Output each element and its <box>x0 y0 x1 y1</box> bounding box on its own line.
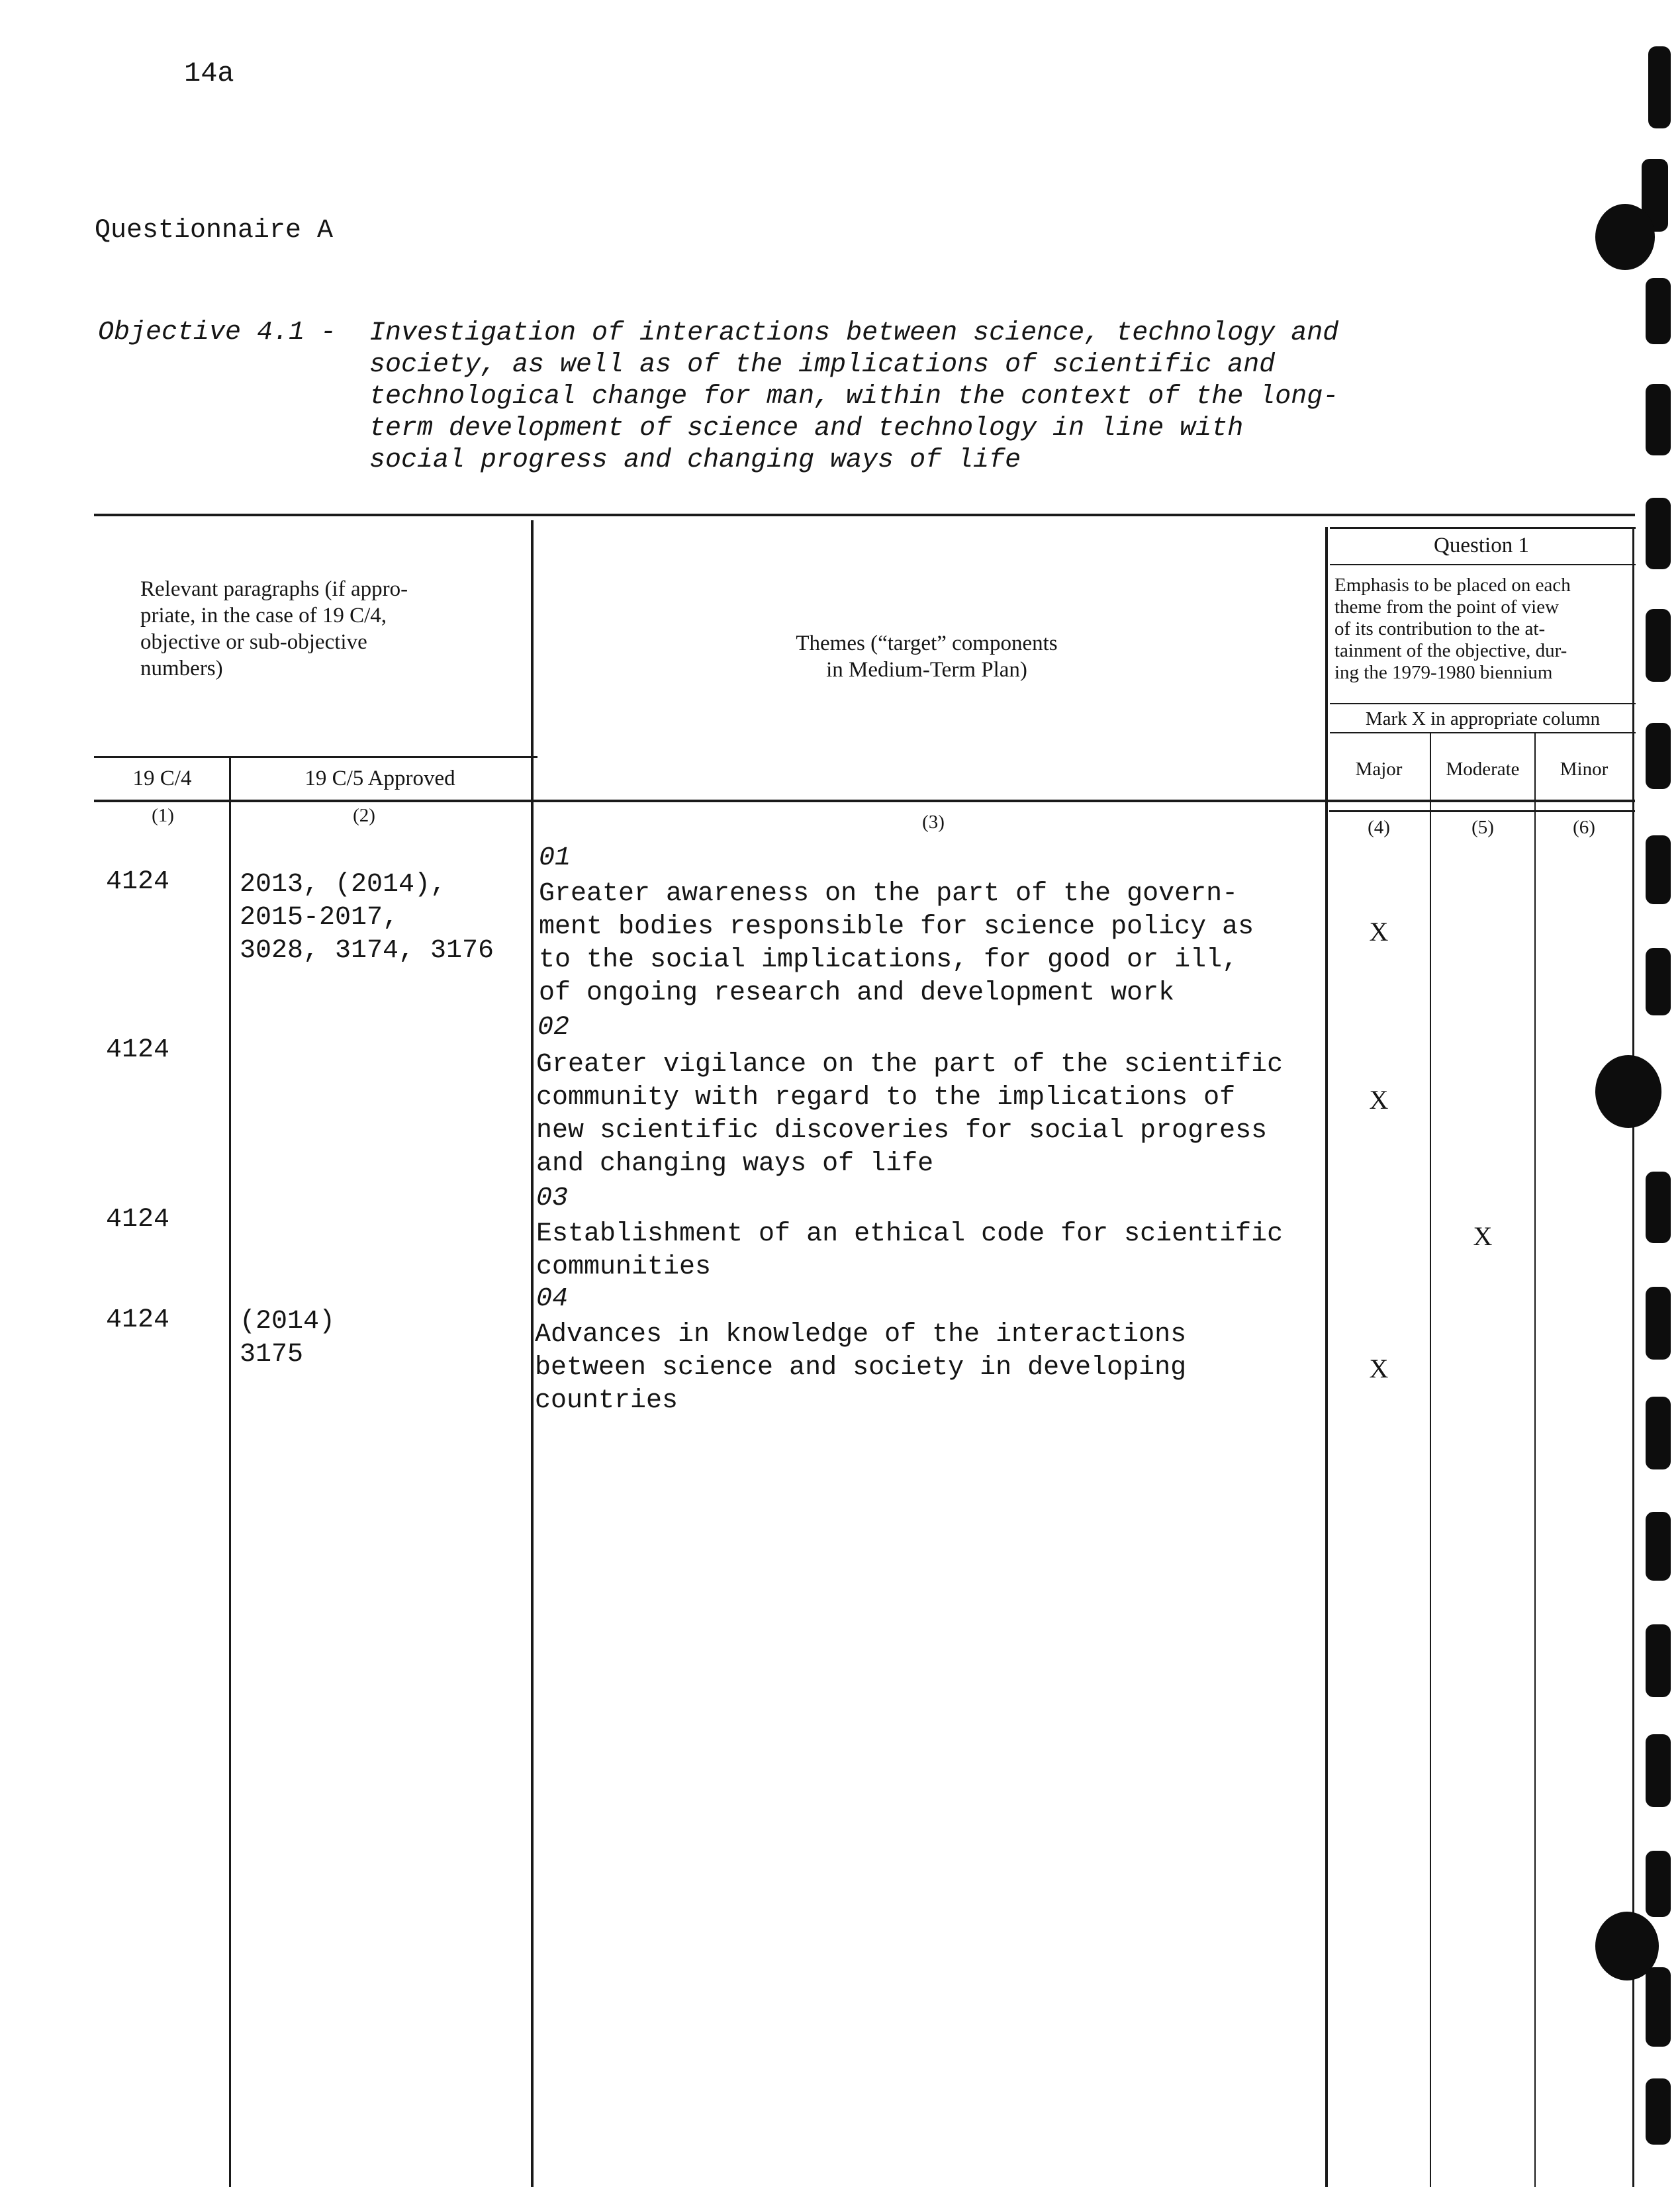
mark-moderate: X <box>1473 1221 1493 1251</box>
col-divider-5 <box>1534 733 1536 2187</box>
binder-hole <box>1646 1172 1671 1243</box>
mark-major: X <box>1369 1085 1389 1115</box>
binder-hole <box>1646 723 1671 789</box>
binder-hole <box>1646 1851 1671 1917</box>
objective-description <box>369 318 1338 477</box>
themes-header: Themes (“target” components in Medium-Term Plan) <box>796 631 1058 682</box>
subcol-minor: Minor <box>1560 759 1609 780</box>
objective-line: social progress and changing ways of life <box>369 445 1021 475</box>
header-bottom-rule <box>94 800 1635 802</box>
cell-19c4: 4124 <box>106 867 170 897</box>
col-divider-1 <box>229 756 231 2187</box>
questionnaire-title: Questionnaire A <box>95 216 334 246</box>
col-header-19c5: 19 C/5 Approved <box>304 767 455 790</box>
col-number: (5) <box>1471 817 1494 838</box>
question-header: Question 1 <box>1434 534 1529 557</box>
binder-hole <box>1646 948 1671 1015</box>
mark-rule <box>1330 732 1636 733</box>
question-box-rule <box>1330 564 1636 565</box>
binder-hole <box>1646 278 1671 344</box>
question-box-top-rule <box>1330 527 1636 529</box>
cell-19c4: 4124 <box>106 1305 170 1335</box>
theme-text: Greater vigilance on the part of the scientific community with regard to the implications of new scientific discoveries for social progress and changing ways of life <box>536 1050 1283 1179</box>
binder-hole <box>1646 384 1671 455</box>
objective-label: Objective 4.1 - <box>98 318 337 348</box>
cell-19c4: 4124 <box>106 1035 170 1065</box>
objective-line: term development of science and technology in line with <box>369 414 1244 443</box>
binder-hole <box>1646 1397 1671 1469</box>
col-divider-2 <box>531 520 534 2187</box>
subcol-moderate: Moderate <box>1446 759 1520 780</box>
col-number: (3) <box>922 812 945 833</box>
col-number: (2) <box>353 805 375 826</box>
binder-hole-round <box>1595 204 1655 270</box>
number-rule <box>1329 810 1635 812</box>
relevant-rule <box>94 756 537 758</box>
mark-instruction: Mark X in appropriate column <box>1365 708 1601 729</box>
page-number: 14a <box>184 58 234 89</box>
cell-19c5: 2013, (2014), 2015-2017, 3028, 3174, 3176 <box>240 870 494 966</box>
objective-line: society, as well as of the implications of scientific and <box>369 350 1276 380</box>
binder-hole <box>1646 609 1671 682</box>
theme-number: 01 <box>539 843 571 873</box>
theme-text: Greater awareness on the part of the govern- ment bodies responsible for science policy as to the social implications, for good or ill, of ongoing research and development work <box>539 879 1254 1008</box>
mark-major: X <box>1369 917 1389 947</box>
binder-hole <box>1646 1734 1671 1807</box>
col-number: (4) <box>1368 817 1390 838</box>
col-divider-4 <box>1430 733 1431 2187</box>
binder-hole <box>1646 1967 1671 2047</box>
theme-text: Advances in knowledge of the interactions between science and society in developing countries <box>535 1320 1187 1416</box>
relevant-paragraphs-header: Relevant paragraphs (if appro- priate, in the case of 19 C/4, objective or sub-objective numbers) <box>140 577 408 680</box>
theme-number: 03 <box>536 1184 569 1213</box>
binder-hole-round <box>1595 1055 1661 1128</box>
theme-text: Establishment of an ethical code for scientific communities <box>536 1219 1283 1282</box>
objective-line: Investigation of interactions between science, technology and <box>369 318 1339 348</box>
binder-hole <box>1646 1624 1671 1697</box>
col-number: (1) <box>152 805 174 826</box>
objective-line: technological change for man, within the context of the long- <box>369 382 1339 412</box>
emphasis-description: Emphasis to be placed on each theme from the point of view of its contribution to the at- tainment of the objective, dur- ing the 1979-1980 biennium <box>1334 575 1571 683</box>
binder-hole <box>1648 46 1671 128</box>
cell-19c4: 4124 <box>106 1205 170 1234</box>
emphasis-rule <box>1330 703 1636 704</box>
table-top-rule <box>94 514 1635 516</box>
theme-number: 04 <box>536 1284 569 1314</box>
binder-hole <box>1646 2078 1671 2145</box>
mark-major: X <box>1369 1354 1389 1383</box>
subcol-major: Major <box>1355 759 1403 780</box>
binder-hole <box>1646 498 1671 569</box>
binder-hole <box>1646 835 1671 904</box>
theme-number: 02 <box>537 1013 570 1043</box>
col-number: (6) <box>1573 817 1595 838</box>
binder-hole <box>1646 1512 1671 1581</box>
binder-hole <box>1646 1287 1671 1360</box>
cell-19c5: (2014) 3175 <box>240 1307 336 1370</box>
col-header-19c4: 19 C/4 <box>132 767 192 790</box>
